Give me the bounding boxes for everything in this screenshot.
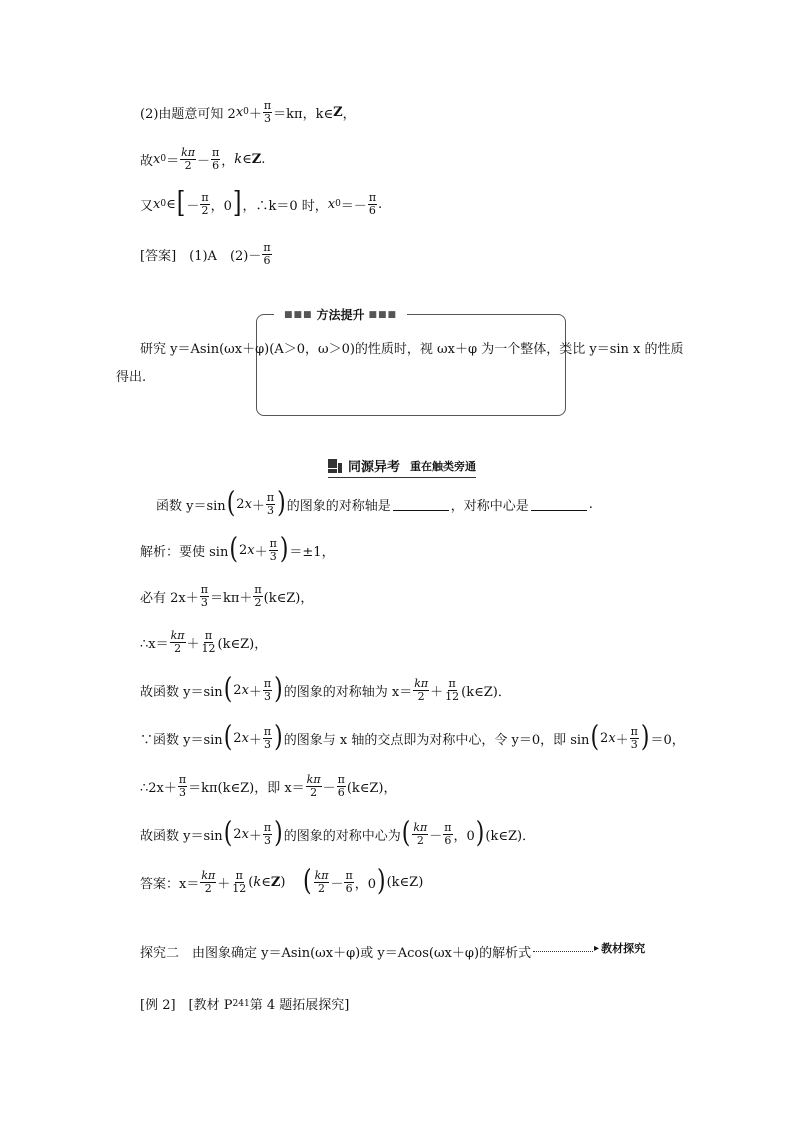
solution-line-3: 又 x 0 ∈ [ － $\frac{\pi}{2}$ ，0 ] ，∴k＝0 时， x 0 ＝－ $\frac{\pi}{6}$ .	[140, 187, 383, 220]
analysis-line-2: 必有 2x＋ $\frac{\pi}{3}$ ＝kπ＋ $\frac{\pi}{2}$ (k∈Z)，	[140, 583, 314, 609]
method-box-title: ■■■ 方法提升 ■■■	[274, 306, 407, 323]
analysis-line-4: 故函数 y＝sin ( 2 x ＋ $\frac{\pi}{3}$ ) 的图象的对称轴为 x＝ $\frac{k\pi}{2}$ ＋ $\frac{\pi}{12}$ (k∈Z)．	[140, 673, 511, 706]
analysis-line-5: ∵函数 y＝sin ( 2 x ＋ $\frac{\pi}{3}$ ) 的图象与 x 轴的交点即为对称中心，令 y＝0，即 sin ( 2 x ＋ $\frac{\pi}{3}$ ) ＝0，	[140, 721, 685, 754]
square-blocks-icon	[328, 459, 342, 473]
method-text-2: 得出.	[116, 370, 147, 385]
decor-dots: ■■■	[284, 309, 313, 320]
section-header: 同源异考 重在触类旁通	[328, 456, 476, 475]
arrow-icon	[533, 951, 593, 952]
analysis-answer: 答案：x＝ $\frac{k\pi}{2}$ ＋ $\frac{\pi}{12}$ ( k ∈ Z ) ( $\frac{k\pi}{2}$ － $\frac{\pi}{6}$ ，0 ) (k∈Z)	[140, 865, 424, 898]
analysis-line-3: ∴x＝ $\frac{k\pi}{2}$ ＋ $\frac{\pi}{12}$ (k∈Z)，	[140, 629, 268, 655]
solution-line-2: 故 x 0 ＝ $\frac{k\pi}{2}$ － $\frac{\pi}{6}$ ， k ∈ Z .	[140, 146, 266, 172]
method-text-1: 研究 y＝Asin(ωx＋φ)(A＞0，ω＞0)的性质时，视 ωx＋φ 为一个整体，类比 y＝sin x 的性质	[140, 342, 684, 357]
problem-line: 函数 y＝sin ( 2 x ＋ $\frac{\pi}{3}$ ) 的图象的对称轴是 ，对称中心是 .	[156, 487, 593, 520]
fraction: $\frac{\pi}{3}$	[263, 99, 272, 125]
analysis-line-6: ∴2x＋ $\frac{\pi}{3}$ ＝kπ(k∈Z)，即 x＝ $\frac{k\pi}{2}$ － $\frac{\pi}{6}$ (k∈Z)，	[140, 773, 397, 799]
answer-blank[interactable]	[393, 498, 449, 511]
method-box	[256, 314, 566, 416]
explore-heading: 探究二 由图象确定 y＝Asin(ωx＋φ)或 y＝Acos(ωx＋φ)的解析式 ▸ 教材探究	[140, 942, 645, 961]
decor-dots: ■■■	[368, 309, 398, 320]
answer-blank[interactable]	[531, 498, 587, 511]
analysis-line-1: 解析：要使 sin ( 2 x ＋ $\frac{\pi}{3}$ ) ＝±1，	[140, 533, 335, 566]
example-line: [例 2] [教材 P 241 第 4 题拓展探究]	[140, 998, 350, 1013]
answer-line: [答案] (1)A (2)－ $\frac{\pi}{6}$	[140, 241, 271, 267]
textbook-tag: 教材探究	[601, 941, 646, 955]
text: (2)由题意可知 2	[140, 106, 236, 122]
solution-line-1: (2)由题意可知 2 x 0 ＋ $\frac{\pi}{3}$ ＝kπ，k∈ Z ，	[140, 99, 356, 125]
analysis-line-7: 故函数 y＝sin ( 2 x ＋ $\frac{\pi}{3}$ ) 的图象的对称中心为 ( $\frac{k\pi}{2}$ － $\frac{\pi}{6}$ ，0 ) (k∈Z)．	[140, 817, 536, 850]
